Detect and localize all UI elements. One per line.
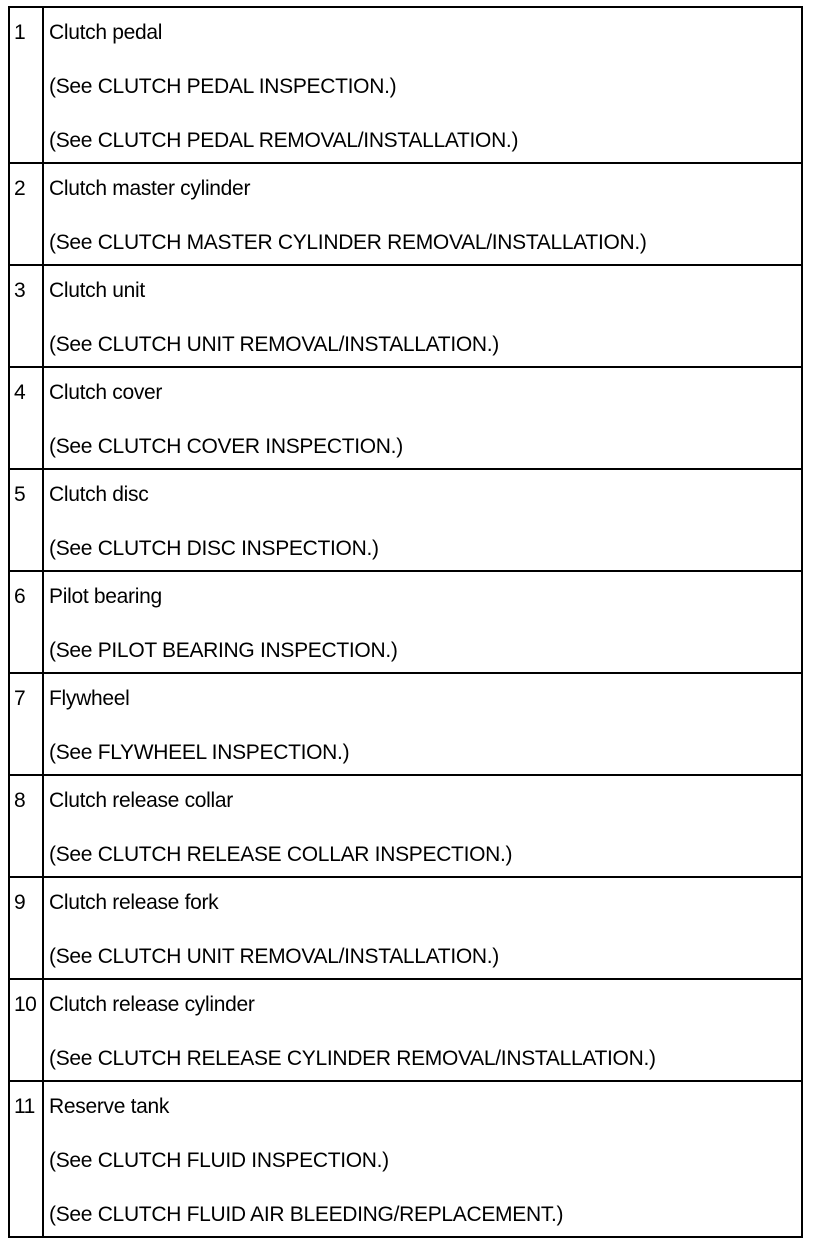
item-description <box>43 775 802 877</box>
item-description <box>43 469 802 571</box>
part-name: Clutch cover <box>49 381 163 404</box>
see-reference-text: (See CLUTCH DISC INSPECTION.) <box>49 537 379 560</box>
see-reference-text: (See CLUTCH PEDAL REMOVAL/INSTALLATION.) <box>49 129 519 152</box>
table-row <box>9 673 802 775</box>
see-reference-text: (See CLUTCH COVER INSPECTION.) <box>49 435 403 458</box>
item-number: 7 <box>9 673 43 775</box>
item-description <box>43 877 802 979</box>
table-row <box>9 775 802 877</box>
see-reference-text: (See CLUTCH PEDAL INSPECTION.) <box>49 75 397 98</box>
see-reference-text: (See CLUTCH RELEASE CYLINDER REMOVAL/INSTALLATION.) <box>49 1047 656 1070</box>
item-description <box>43 163 802 265</box>
part-name: Clutch release fork <box>49 891 219 914</box>
part-name: Reserve tank <box>49 1095 170 1118</box>
item-number: 3 <box>9 265 43 367</box>
see-reference-text: (See CLUTCH UNIT REMOVAL/INSTALLATION.) <box>49 333 499 356</box>
table-row <box>9 469 802 571</box>
item-number: 1 <box>9 7 43 163</box>
item-number: 5 <box>9 469 43 571</box>
item-number: 9 <box>9 877 43 979</box>
see-reference-text: (See CLUTCH MASTER CYLINDER REMOVAL/INSTALLATION.) <box>49 231 647 254</box>
table-row <box>9 979 802 1081</box>
item-number: 6 <box>9 571 43 673</box>
see-reference-text: (See CLUTCH FLUID INSPECTION.) <box>49 1149 389 1172</box>
item-description <box>43 979 802 1081</box>
see-reference-text: (See CLUTCH FLUID AIR BLEEDING/REPLACEMENT.) <box>49 1203 564 1226</box>
part-name: Flywheel <box>49 687 130 710</box>
table-row <box>9 163 802 265</box>
item-description <box>43 1081 802 1237</box>
item-description <box>43 571 802 673</box>
item-number: 2 <box>9 163 43 265</box>
item-description <box>43 265 802 367</box>
part-name: Pilot bearing <box>49 585 162 608</box>
table-row <box>9 7 802 163</box>
parts-reference-table <box>8 6 803 1238</box>
see-reference-text: (See PILOT BEARING INSPECTION.) <box>49 639 398 662</box>
table-row <box>9 1081 802 1237</box>
table-row <box>9 265 802 367</box>
see-reference-text: (See CLUTCH RELEASE COLLAR INSPECTION.) <box>49 843 513 866</box>
part-name: Clutch unit <box>49 279 145 302</box>
item-number: 11 <box>9 1081 43 1237</box>
item-number: 10 <box>9 979 43 1081</box>
part-name: Clutch disc <box>49 483 149 506</box>
table-row <box>9 367 802 469</box>
part-name: Clutch master cylinder <box>49 177 251 200</box>
see-reference-text: (See CLUTCH UNIT REMOVAL/INSTALLATION.) <box>49 945 499 968</box>
item-number: 8 <box>9 775 43 877</box>
item-description <box>43 673 802 775</box>
table-row <box>9 877 802 979</box>
item-description <box>43 7 802 163</box>
item-number: 4 <box>9 367 43 469</box>
see-reference-text: (See FLYWHEEL INSPECTION.) <box>49 741 350 764</box>
item-description <box>43 367 802 469</box>
part-name: Clutch release collar <box>49 789 233 812</box>
parts-table-body <box>9 7 802 1237</box>
table-row <box>9 571 802 673</box>
part-name: Clutch release cylinder <box>49 993 255 1016</box>
part-name: Clutch pedal <box>49 21 163 44</box>
